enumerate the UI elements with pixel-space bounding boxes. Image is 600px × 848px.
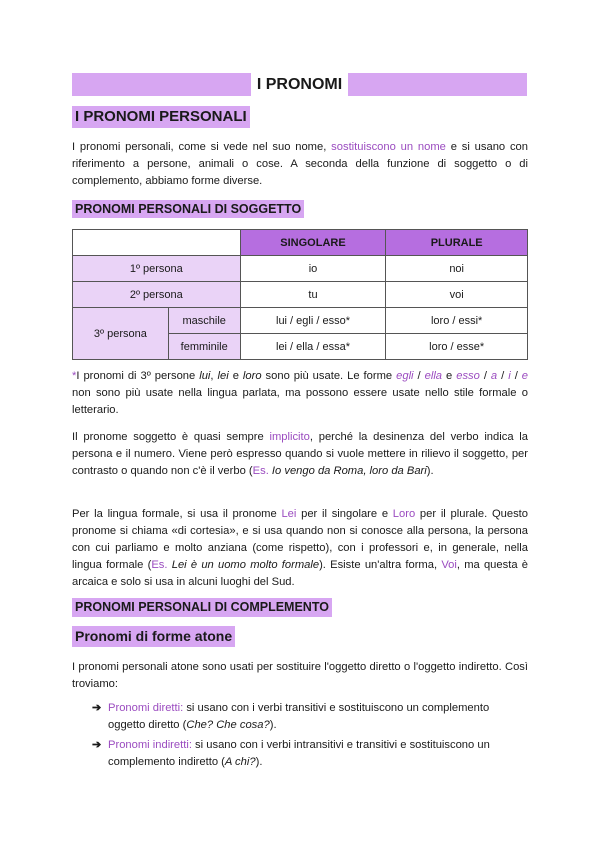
table-cell: noi [386,256,528,282]
row-label-3: 3º persona [73,308,169,360]
table-cell: voi [386,282,528,308]
gender-label-femminile: femminile [168,334,240,360]
table-header-row [73,230,528,256]
table-cell: tu [240,282,386,308]
arrow-right-icon: ➔ [92,702,102,714]
table-corner-cell [73,230,241,256]
title-bar [72,73,527,96]
subsection-title-complemento: PRONOMI PERSONALI DI COMPLEMENTO [72,598,332,617]
list-item: ➔ Pronomi diretti: si usano con i verbi transitivi e sostituiscono un complemento oggetto diretto (Che? Che cosa?). [92,700,528,734]
table-cell: lei / ella / essa* [240,334,386,360]
title-highlight-right [348,73,527,96]
list-item: ➔ Pronomi indiretti: si usano con i verbi intransitivi e transitivi e sostituiscono un complemento indiretto (A chi?). [92,737,528,771]
table-cell: io [240,256,386,282]
courtesy-paragraph: Per la lingua formale, si usa il pronome Lei per il singolare e Loro per il plurale. Questo pronome si chiama «di cortesia», e si usa quando non si conosce alla persona, la persona con cui parliamo e molto anziana (come rispetto), con i professori e, in generale, nella lingua formale (Es. Lei è un uomo molto formale). Esiste un'altra forma, Voi, ma questa è arcaica e solo si usa in alcuni luoghi del Sud. [72,508,529,588]
note-paragraph: *I pronomi di 3º persone lui, lei e loro sono più usate. Le forme egli / ella e esso / a / i / e non sono più usate nella lingua parlata, ma possono essere usate nello stile formale o letterario. [72,370,529,416]
subject-paragraph: Il pronome soggetto è quasi sempre implicito, perché la desinenza del verbo indica la persona e il numero. Viene però espresso quando si vuole mettere in rilievo il soggetto, per contrasto o quando non c'è il verbo (Es. Io vengo da Roma, loro da Bari). [72,431,529,477]
col-header-singolare: SINGOLARE [240,230,386,256]
table-row [73,308,528,334]
atone-paragraph: I pronomi personali atone sono usati per sostituire l'oggetto diretto o l'oggetto indiretto. Così troviamo: [72,661,528,690]
table-cell: lui / egli / esso* [240,308,386,334]
table-cell: loro / esse* [386,334,528,360]
page-title: I PRONOMI [251,73,348,96]
title-highlight-left [72,73,251,96]
pronouns-table [72,229,528,360]
row-label-2: 2º persona [73,282,241,308]
intro-paragraph: I pronomi personali, come si vede nel suo nome, sostituiscono un nome e si usano con riferimento a persone, animali o cose. A seconda della funzione di soggetto o di complemento, abbiamo forme diverse. [72,141,528,187]
highlight-term: sostituiscono un nome [331,141,446,153]
subsection-title-atone: Pronomi di forme atone [72,626,235,647]
col-header-plurale: PLURALE [386,230,528,256]
table-cell: loro / essi* [386,308,528,334]
pronoun-type-list [92,700,528,774]
table-row [73,282,528,308]
highlight-term: implicito [269,431,310,443]
section-title: I PRONOMI PERSONALI [72,106,250,128]
subsection-title-soggetto: PRONOMI PERSONALI DI SOGGETTO [72,200,304,218]
arrow-right-icon: ➔ [92,739,102,751]
gender-label-maschile: maschile [168,308,240,334]
table-row [73,256,528,282]
row-label-1: 1º persona [73,256,241,282]
